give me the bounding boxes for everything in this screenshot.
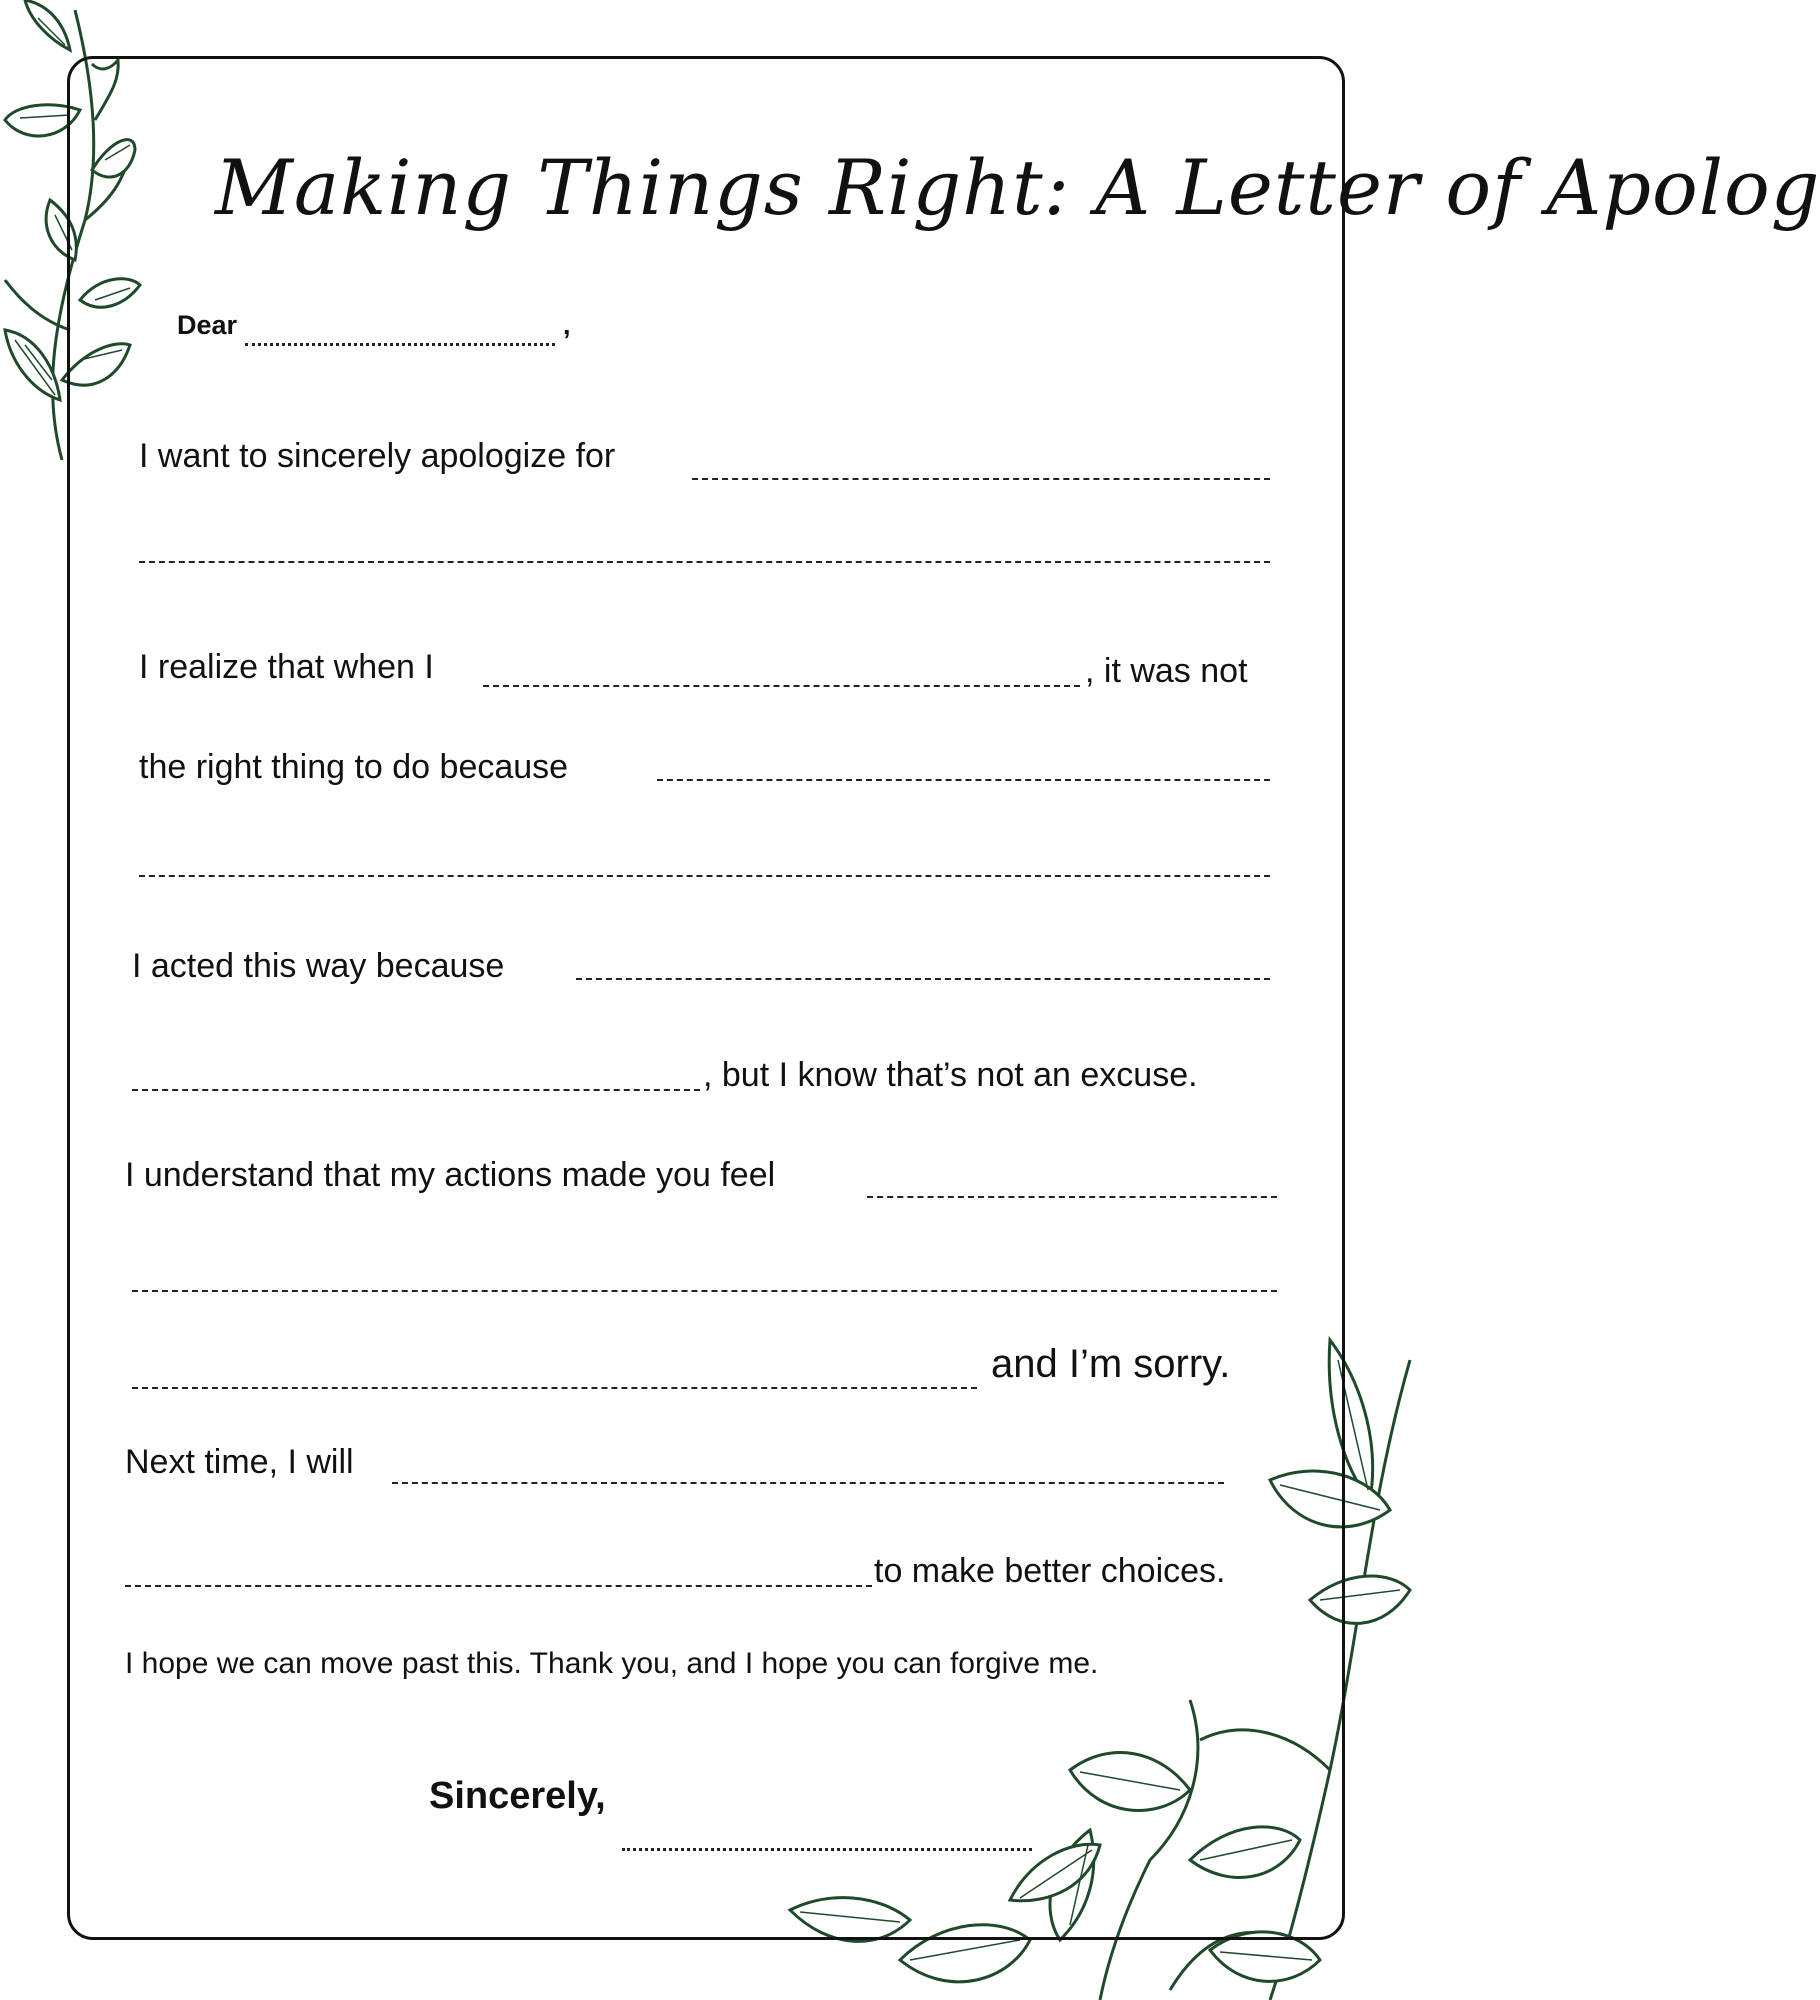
letter-title: Making Things Right: A Letter of Apolog	[215, 143, 1820, 232]
better-choices-text: to make better choices.	[874, 1552, 1226, 1590]
feelings-field[interactable]	[867, 1196, 1277, 1198]
sorry-text: and I’m sorry.	[991, 1342, 1231, 1386]
apologize-prompt: I want to sincerely apologize for	[139, 437, 616, 475]
signature-field[interactable]	[622, 1848, 1032, 1851]
not-right-text: , it was not	[1085, 652, 1248, 690]
realize-field[interactable]	[483, 685, 1080, 687]
realize-prompt: I realize that when I	[139, 648, 434, 686]
excuse-text: , but I know that’s not an excuse.	[703, 1056, 1198, 1094]
next-time-field-continued[interactable]	[125, 1585, 872, 1587]
recipient-name-field[interactable]	[245, 343, 555, 346]
right-thing-prompt: the right thing to do because	[139, 748, 569, 786]
because-field-continued[interactable]	[139, 875, 1270, 877]
salutation-comma: ,	[563, 310, 571, 340]
next-time-field[interactable]	[392, 1482, 1224, 1484]
acted-reason-field[interactable]	[576, 978, 1270, 980]
because-field[interactable]	[657, 779, 1270, 781]
acted-prompt: I acted this way because	[132, 947, 505, 985]
next-time-prompt: Next time, I will	[125, 1443, 354, 1481]
apologize-field[interactable]	[692, 478, 1270, 480]
apologize-field-continued[interactable]	[139, 561, 1270, 563]
hope-text: I hope we can move past this. Thank you, and I hope you can forgive me.	[125, 1647, 1099, 1680]
feelings-field-continued[interactable]	[132, 1290, 1277, 1292]
acted-reason-field-continued[interactable]	[132, 1089, 700, 1091]
understand-prompt: I understand that my actions made you feel	[125, 1156, 776, 1194]
feelings-field-final[interactable]	[132, 1387, 977, 1389]
salutation-label: Dear	[177, 310, 238, 340]
closing-text: Sincerely,	[429, 1775, 606, 1817]
